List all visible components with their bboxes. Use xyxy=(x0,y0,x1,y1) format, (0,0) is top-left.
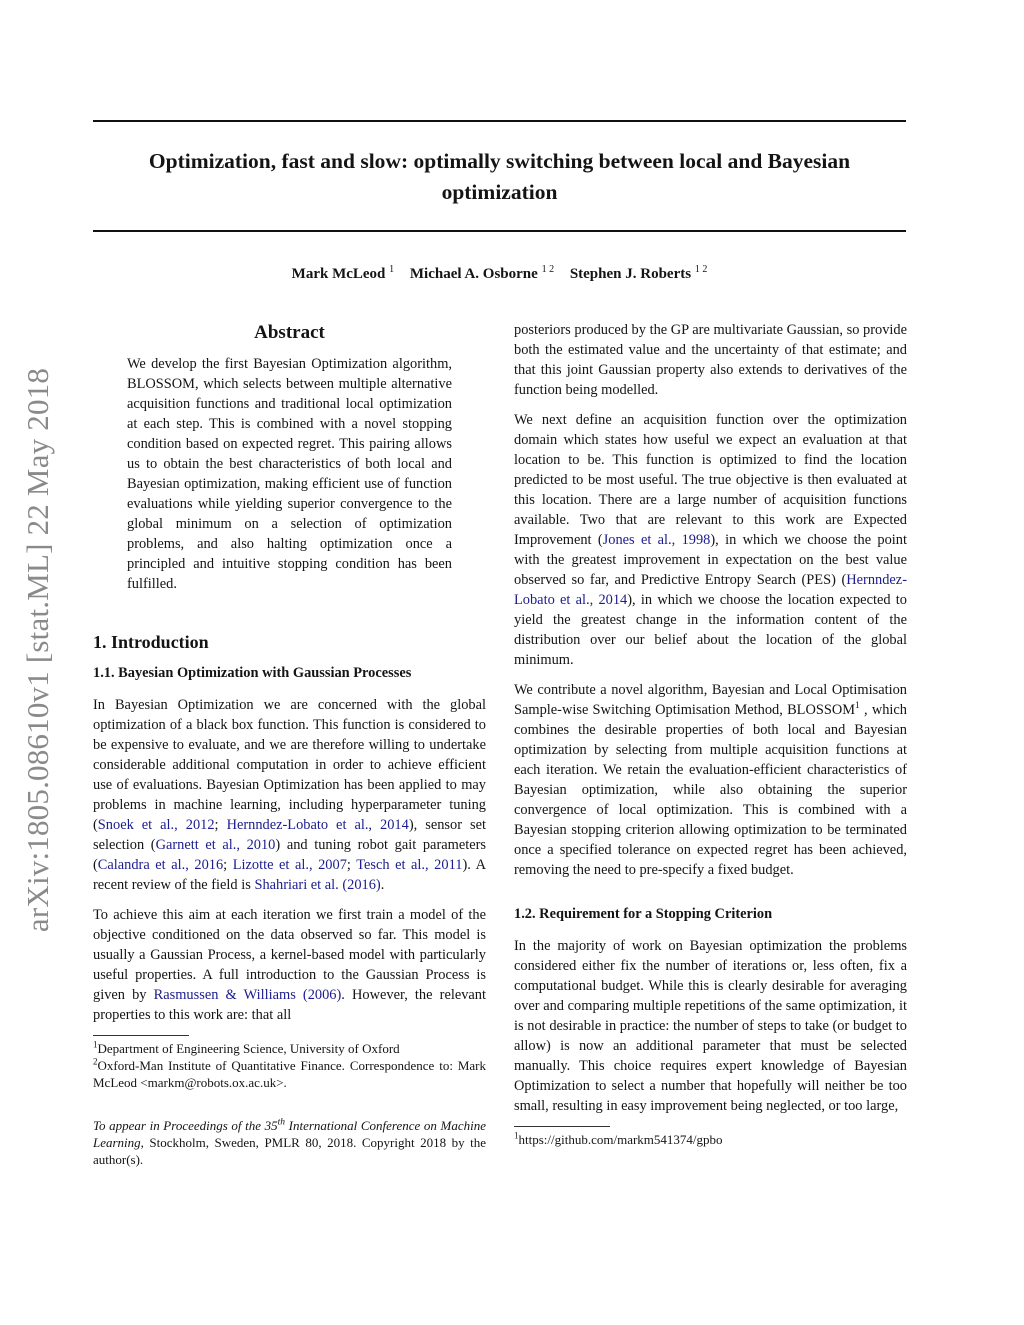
citation-link[interactable]: Lizotte et al., 2007 xyxy=(232,857,347,873)
author: Michael A. Osborne $^{1 2}$ xyxy=(409,264,555,282)
footnote-rule xyxy=(514,1126,610,1127)
section-heading-introduction: 1. Introduction xyxy=(93,632,209,652)
paragraph: In the majority of work on Bayesian optimization the problems considered either fix the number of iterations or, less often, fix a computational budget. While this is clearly desirable for averaging over and comparing multiple repetitions of the same optimization, it is not desirable in practice: the number of steps to take (or budget to allow) is now an additional parameter that must be selected manually. This choice requires expert knowledge of Bayesian Optimization to select a number that hopefully will neither be too small, resulting in easy improvement being neglected, or too large, xyxy=(514,938,907,1114)
arxiv-stamp: arXiv:1805.08610v1 [stat.ML] 22 May 2018 xyxy=(20,367,55,933)
right-column xyxy=(514,320,907,1148)
abstract-text: We develop the first Bayesian Optimization algorithm, BLOSSOM, which selects between multiple alternative acquisition functions and traditional local optimization at each step. This is combined with a novel stopping condition based on expected regret. This pairing allows us to obtain the best characteristics of both local and Bayesian optimization, making efficient use of function evaluations while yielding superior convergence to the global minimum on a selection of optimization problems, and also halting optimization once a principled and intuitive stopping condition has been fulfilled. xyxy=(127,356,452,592)
footnote-affiliation-1: $^1$Department of Engineering Science, University of Oxford xyxy=(93,1039,400,1056)
subsection-heading: 1.1. Bayesian Optimization with Gaussian Processes xyxy=(93,665,412,681)
citation-link[interactable]: Hernndez-Lobato et al., 2014 xyxy=(226,817,409,833)
title-rule-bottom xyxy=(93,230,906,232)
paper-title: Optimization, fast and slow: optimally switching between local and Bayesian optimization xyxy=(148,149,851,204)
paragraph: We next define an acquisition function over the optimization domain which states how useful we expect an evaluation at that location to be. This function is optimized to find the location predicted to be most useful. The true objective is then evaluated at this location. There are a large number of acquisition functions available. Two that are relevant to this work are Expected Improvement (Jones et al., 1998), in which we choose the point with the greatest improvement in expectation on the best value observed so far, and Predictive Entropy Search (PES) (Hernndez-Lobato et al., 2014), in which we choose the location expected to yield the greatest change in the information content of the distribution over our belief about the location of the global minimum. xyxy=(514,412,907,668)
author: Mark McLeod $^1$ xyxy=(291,264,395,282)
citation-link[interactable]: Tesch et al., 2011 xyxy=(356,857,463,873)
paragraph: We contribute a novel algorithm, Bayesian and Local Optimisation Sample-wise Switching Optimisation Method, BLOSSOM$^1$ , which combines the desirable properties of both local and Bayesian optimization by selecting from multiple acquisition functions at each iteration. We retain the evaluation-efficient characteristics of Bayesian optimization, while also obtaining the superior convergence of local optimization. This is combined with a Bayesian stopping criterion allowing optimization to be terminated once a specified tolerance on expected regret has been achieved, removing the need to pre-specify a fixed budget. xyxy=(514,682,907,878)
citation-link[interactable]: Garnett et al., 2010 xyxy=(155,837,276,853)
citation-link[interactable]: Rasmussen & Williams (2006) xyxy=(153,987,342,1003)
paragraph: In Bayesian Optimization we are concerned with the global optimization of a black box function. This function is considered to be expensive to evaluate, and we are therefore willing to undertake considerable additional computation in order to achieve efficient use of evaluations. Bayesian Optimization has been applied to may problems in machine learning, including hyperparameter tuning (Snoek et al., 2012; Hernndez-Lobato et al., 2014), sensor set selection (Garnett et al., 2010) and tuning robot gait parameters (Calandra et al., 2016; Lizotte et al., 2007; Tesch et al., 2011). A recent review of the field is Shahriari et al. (2016). xyxy=(93,697,486,893)
citation-link[interactable]: Calandra et al., 2016 xyxy=(97,857,224,873)
abstract-heading: Abstract xyxy=(254,322,325,343)
proceedings-note: To appear in Proceedings of the 35th International Conference on Machine Learning, Stockholm, Sweden, PMLR 80, 2018. Copyright 2018 by the author(s). xyxy=(93,1117,486,1167)
citation-link[interactable]: Jones et al., 1998 xyxy=(602,532,711,548)
left-column xyxy=(93,320,486,1178)
footnote-affiliation-2: $^2$Oxford-Man Institute of Quantitative Finance. Correspondence to: Mark McLeod <markm@robots.ox.ac.uk>. xyxy=(93,1056,486,1090)
citation-link[interactable]: Shahriari et al. (2016) xyxy=(254,877,381,893)
author: Stephen J. Roberts $^{1 2}$ xyxy=(569,264,708,282)
citation-link[interactable]: Snoek et al., 2012 xyxy=(97,817,215,833)
paragraph: To achieve this aim at each iteration we first train a model of the objective conditioned on the data observed so far. This model is usually a Gaussian Process, a kernel-based model with particularly useful properties. A full introduction to the Gaussian Process is given by Rasmussen & Williams (2006). However, the relevant properties to this work are: that all xyxy=(93,907,486,1023)
subsection-heading: 1.2. Requirement for a Stopping Criterion xyxy=(514,906,773,922)
title-rule-top xyxy=(93,120,906,122)
footnote-link[interactable]: https://github.com/markm541374/gpbo xyxy=(518,1132,723,1147)
citation-link[interactable]: Hernndez-Lobato et al., 2014 xyxy=(514,572,907,608)
footnote-rule xyxy=(93,1035,189,1036)
paragraph: posteriors produced by the GP are multivariate Gaussian, so provide both the estimated value and the uncertainty of that estimate; and that this joint Gaussian property also extends to derivatives of the function being modelled. xyxy=(514,322,907,398)
footnote-url: $^1$https://github.com/markm541374/gpbo xyxy=(514,1130,723,1147)
author-list xyxy=(93,266,906,283)
